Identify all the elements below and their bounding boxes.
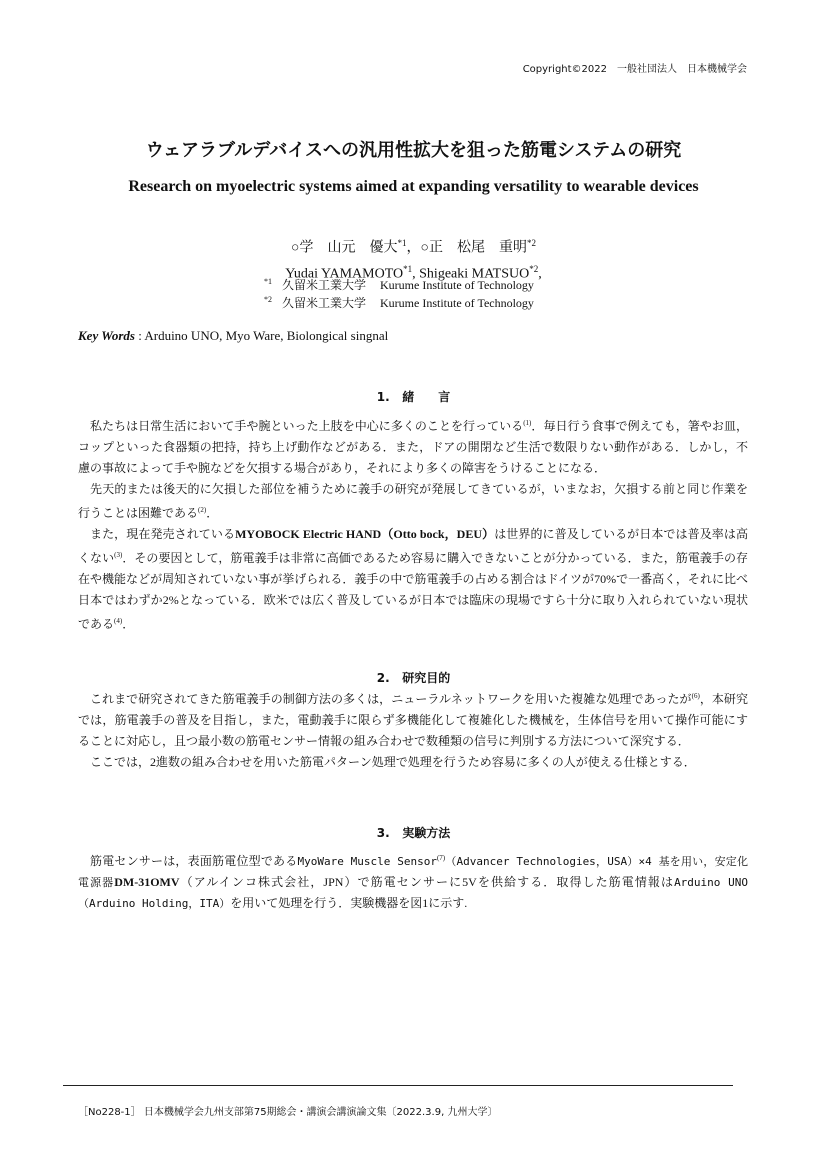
author-b-ja-sup: *2 [526,238,536,248]
section-2-body [78,686,748,773]
board-name: Arduino UNO（Arduino Holding，ITA） [78,876,748,910]
section-3-body [78,848,748,914]
text-run: これまで研究されてきた筋電義手の制御方法の多くは，ニューラルネットワークを用いた複雑な処理であったが [90,692,692,706]
author-en-end: , [538,266,542,282]
footer-divider [63,1085,733,1086]
text-run: ． [122,617,135,631]
text-run: 筋電センサーは，表面筋電位型である [90,854,298,868]
affiliation-2-ja: 久留米工業大学 [282,296,367,310]
keywords [78,328,388,344]
citation: (6) [691,692,700,700]
text-run: 先天的または後天的に欠損した部位を補うために義手の研究が発展してきているが，いまなお，欠損する前と同じ作業を行うことは困難である [78,482,748,520]
section-2-title: 研究目的 [402,671,451,685]
text-run: （アルインコ株式会社，JPN）で筋電センサーに5Vを供給する．取得した筋電情報は [179,875,675,889]
section-2-number: 2. [376,671,390,685]
affiliation-2-en: Kurume Institute of Technology [380,296,534,310]
author-a-ja-sup: *1 [397,238,407,248]
section-3-paragraph-1 [78,848,748,914]
section-1-number: 1. [376,390,390,404]
citation: (7) [436,854,446,862]
citation: (3) [114,551,123,559]
affiliation-1-sup: *1 [264,277,272,286]
footer-citation: ［No228-1］ 日本機械学会九州支部第75期総会・講演会講演論文集〔2022.3.9, 九州大学〕 [78,1107,498,1118]
citation: (1) [523,419,532,427]
text-run: ，本研究では，筋電義手の普及を目指し，また，電動義手に限らず多機能化して複雑化した機械を，生体信号を用いて操作可能にすることに対応し，且つ最小数の筋電センサー情報の組み合わせで数種類の信号に判別する方法について深究する． [78,692,748,748]
authors-ja [0,233,827,259]
author-b-en: , Shigeaki MATSUO [412,266,530,282]
text-run: は世界的に普及しているが日本では普及率は高くない [78,527,748,565]
citation: (4) [114,617,123,625]
copyright-notice: Copyright©2022 一般社団法人 日本機械学会 [522,64,747,75]
affiliation-2 [264,294,534,311]
citation: (2) [198,506,207,514]
power-supply-name: DM-31OMV [114,875,180,889]
section-1-paragraph-3 [78,524,748,635]
text-run: （Advancer Technologies，USA）×4 基を用い，安定化電源器 [78,855,748,889]
section-2-paragraph-2 [78,752,748,773]
keywords-value: : Arduino UNO, Myo Ware, Biolongical singnal [134,328,389,343]
author-a-en: Yudai YAMAMOTO [285,266,404,282]
section-1-body [78,413,748,635]
text-run: 私たちは日常生活において手や腕といった上肢を中心に多くのことを行っている [90,419,524,433]
text-run: ． [206,506,219,520]
section-1-heading [0,388,827,405]
text-run: ここでは，2進数の組み合わせを用いた筋電パターン処理で処理を行うため容易に多くの人が使える仕様とする． [90,755,696,769]
affiliation-1-ja: 久留米工業大学 [282,278,367,292]
section-3-heading [0,824,827,841]
affiliation-1-en: Kurume Institute of Technology [380,278,534,292]
section-1-paragraph-2 [78,479,748,524]
text-run: ．毎日行う食事で例えても，箸やお皿，コップといった食器類の把持，持ち上げ動作などがある．また，ドアの開閉など生活で数限りない動作がある．しかし，不慮の事故によって手や腕などを欠損する場合があり，それにより多くの障害をうけることになる． [78,419,748,475]
section-3-title: 実験方法 [402,826,451,840]
affiliation-1 [264,276,534,293]
author-b-en-sup: *2 [529,263,539,274]
affiliation-2-sup: *2 [264,295,272,304]
sensor-name: MyoWare Muscle Sensor [297,855,437,868]
keywords-label: Key Words [78,328,135,343]
section-2-heading [0,669,827,686]
text-run: を用いて処理を行う．実験機器を図1に示す. [230,896,468,910]
author-a-en-sup: *1 [403,263,413,274]
author-a-ja: ○学 山元 優大 [291,240,398,256]
product-name: MYOBOCK Electric HAND（Otto bock，DEU） [235,527,495,541]
paper-title-en: Research on myoelectric systems aimed at expanding versatility to wearable devices [128,178,699,195]
text-run: また，現在発売されている [90,527,236,541]
text-run: ．その要因として，筋電義手は非常に高価であるため容易に購入できないことが分かっている．また，筋電義手の存在や機能などが周知されていない事が挙げられる．義手の中で筋電義手の占める割合はドイツが70%で一番高く，それに比べ日本ではわずか2%となっている．欧米では広く普及しているが日本では臨床の現場ですら十分に取り入れられていない現状である [78,551,748,631]
section-1-paragraph-1 [78,413,748,479]
section-2-paragraph-1 [78,686,748,752]
author-b-ja: ，○正 松尾 重明 [406,240,527,256]
section-1-title: 緒 言 [402,390,451,404]
section-3-number: 3. [376,826,390,840]
paper-title-ja: ウェアラブルデバイスへの汎用性拡大を狙った筋電システムの研究 [145,140,682,161]
